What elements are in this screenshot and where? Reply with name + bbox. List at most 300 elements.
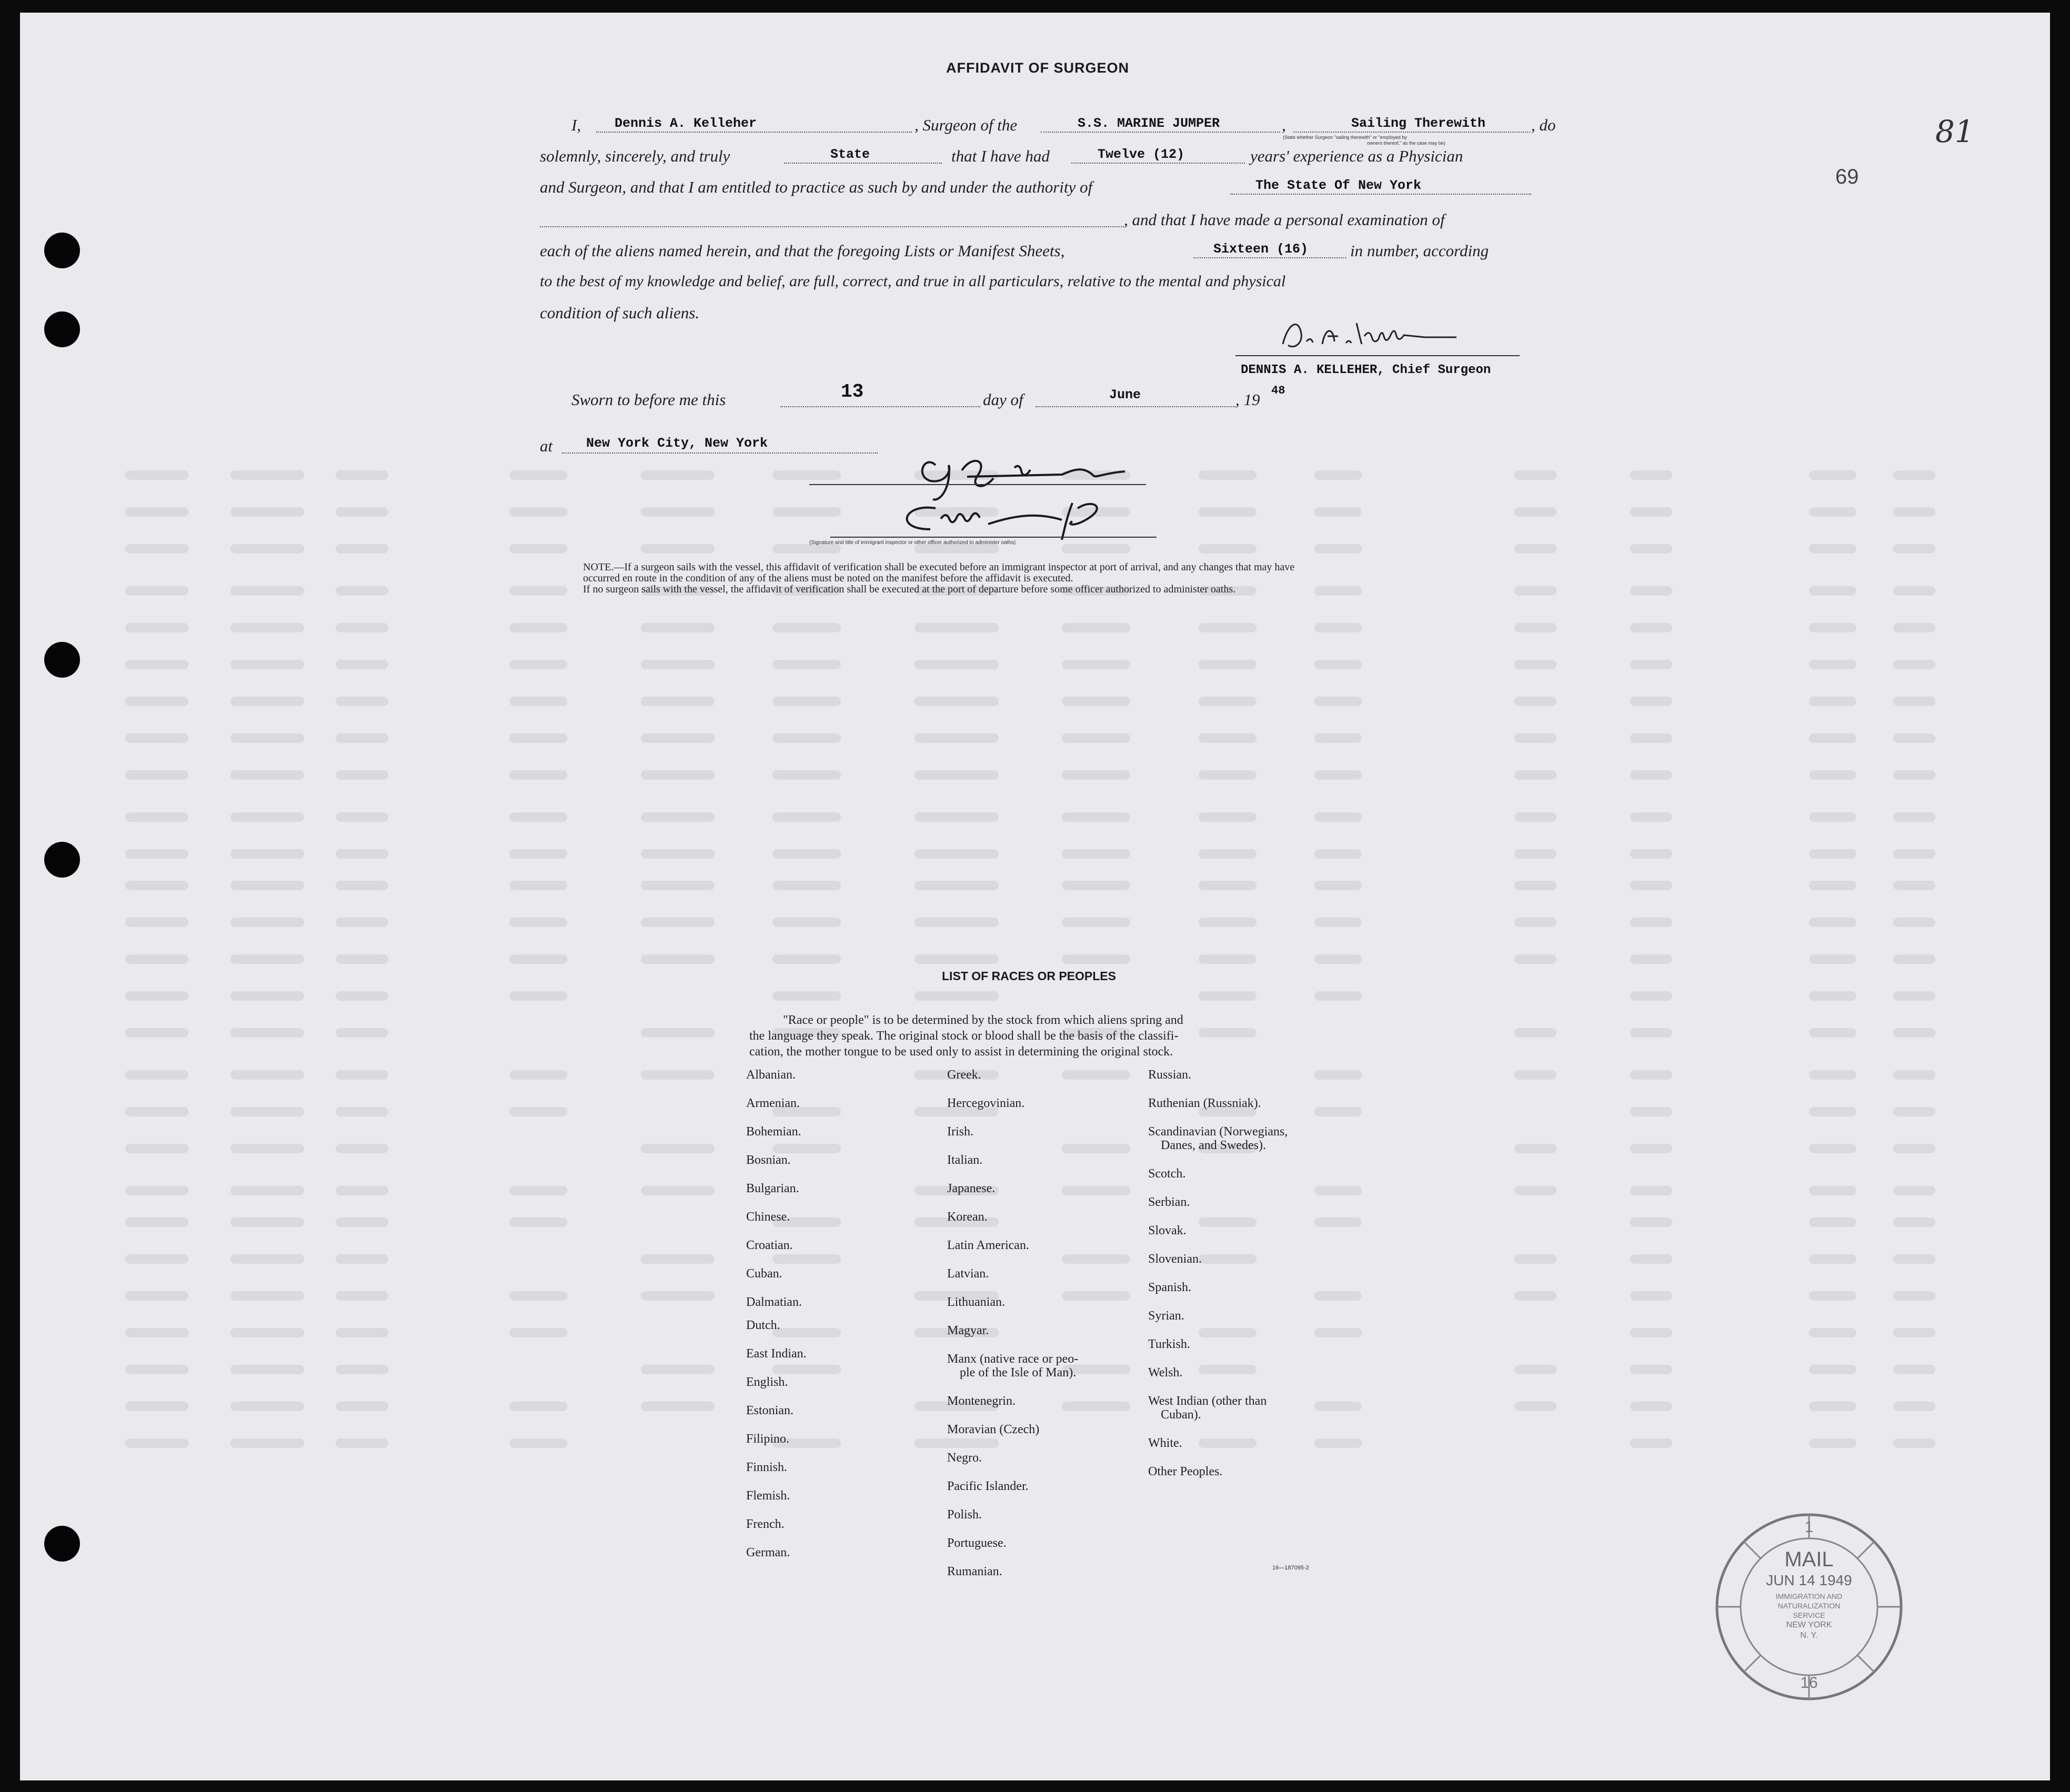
bleed-through-mark (915, 623, 999, 632)
sworn-year: 48 (1271, 384, 1285, 397)
punch-hole (44, 842, 80, 878)
bleed-through-mark (509, 507, 567, 517)
bleed-through-mark (1314, 1186, 1362, 1195)
race-item: Flemish. (746, 1489, 790, 1503)
bleed-through-mark (1514, 470, 1556, 480)
bleed-through-mark (1199, 1328, 1257, 1337)
race-item: Armenian. (746, 1096, 800, 1110)
bleed-through-mark (1809, 1070, 1856, 1080)
race-item: Irish. (947, 1125, 973, 1139)
race-item: East Indian. (746, 1347, 807, 1361)
bleed-through-mark (1893, 812, 1935, 822)
bleed-through-mark (1514, 812, 1556, 822)
bleed-through-mark (509, 623, 567, 632)
bleed-through-mark (1314, 849, 1362, 859)
bleed-through-mark (1630, 1365, 1672, 1374)
race-item: Serbian. (1148, 1195, 1190, 1209)
race-item: Japanese. (947, 1182, 996, 1195)
bleed-through-mark (641, 918, 715, 927)
bleed-through-mark (336, 1402, 388, 1411)
bleed-through-mark (1314, 544, 1362, 553)
bleed-through-mark (230, 507, 304, 517)
affidavit-text: , 19 (1235, 390, 1260, 409)
sheet-number: 81 (1935, 114, 1974, 149)
bleed-through-mark (1630, 1070, 1672, 1080)
affidavit-text: in number, according (1350, 241, 1489, 260)
bleed-through-mark (509, 770, 567, 780)
race-item: White. (1148, 1436, 1182, 1450)
stamp-number: 16 (1800, 1674, 1818, 1692)
bleed-through-mark (1809, 1144, 1856, 1153)
fill-line (1036, 406, 1235, 407)
race-item: ple of the Isle of Man). (960, 1366, 1077, 1380)
form-code: 16—187095-2 (1272, 1565, 1309, 1571)
bleed-through-mark (1514, 1144, 1556, 1153)
bleed-through-mark (336, 770, 388, 780)
race-item: Rumanian. (947, 1565, 1002, 1578)
bleed-through-mark (1809, 586, 1856, 596)
bleed-through-mark (1809, 1365, 1856, 1374)
races-intro: the language they speak. The original stock or blood shall be the basis of the classifi- (749, 1029, 1179, 1043)
bleed-through-mark (1809, 1107, 1856, 1116)
affidavit-text: , do (1531, 116, 1556, 134)
bleed-through-mark (1630, 1107, 1672, 1116)
bleed-through-mark (1893, 1144, 1935, 1153)
bleed-through-mark (1314, 881, 1362, 890)
surgeon-signature (1272, 313, 1483, 360)
bleed-through-mark (1314, 991, 1362, 1001)
bleed-through-mark (1199, 881, 1257, 890)
bleed-through-mark (230, 1438, 304, 1448)
bleed-through-mark (336, 812, 388, 822)
bleed-through-mark (230, 991, 304, 1001)
race-item: Ruthenian (Russniak). (1148, 1096, 1261, 1110)
bleed-through-mark (1893, 881, 1935, 890)
affidavit-text: each of the aliens named herein, and that the foregoing Lists or Manifest Sheets, (540, 241, 1065, 260)
races-intro: cation, the mother tongue to be used only to assist in determining the original stock. (749, 1045, 1173, 1059)
bleed-through-mark (772, 623, 841, 632)
bleed-through-mark (1514, 1254, 1556, 1264)
bleed-through-mark (915, 991, 999, 1001)
bleed-through-mark (509, 849, 567, 859)
bleed-through-mark (1514, 1070, 1556, 1080)
bleed-through-mark (1062, 660, 1130, 669)
bleed-through-mark (336, 1365, 388, 1374)
bleed-through-mark (641, 470, 715, 480)
bleed-through-mark (1893, 733, 1935, 743)
bleed-through-mark (230, 1254, 304, 1264)
bleed-through-mark (1630, 660, 1672, 669)
bleed-through-mark (125, 812, 188, 822)
bleed-through-mark (125, 623, 188, 632)
officer-caption: (Signature and title of immigrant inspector or other officer authorized to administer oaths) (809, 540, 1016, 546)
bleed-through-mark (1199, 1438, 1257, 1448)
bleed-through-mark (1062, 1254, 1130, 1264)
bleed-through-mark (336, 849, 388, 859)
bleed-through-mark (336, 1291, 388, 1301)
bleed-through-mark (772, 1328, 841, 1337)
affidavit-text: day of (983, 390, 1023, 409)
fill-line (1193, 257, 1346, 258)
bleed-through-mark (1062, 1402, 1130, 1411)
bleed-through-mark (125, 770, 188, 780)
bleed-through-mark (1514, 849, 1556, 859)
vessel-name: S.S. MARINE JUMPER (1078, 116, 1220, 131)
races-intro: "Race or people" is to be determined by the stock from which aliens spring and (783, 1013, 1183, 1027)
bleed-through-mark (915, 918, 999, 927)
bleed-through-mark (1893, 507, 1935, 517)
bleed-through-mark (1062, 770, 1130, 780)
race-item: English. (746, 1375, 788, 1389)
bleed-through-mark (641, 812, 715, 822)
bleed-through-mark (1514, 954, 1556, 964)
bleed-through-mark (1893, 954, 1935, 964)
race-item: Hercegovinian. (947, 1096, 1025, 1110)
bleed-through-mark (1630, 1254, 1672, 1264)
bleed-through-mark (1809, 1328, 1856, 1337)
bleed-through-mark (641, 623, 715, 632)
bleed-through-mark (1314, 586, 1362, 596)
bleed-through-mark (1893, 697, 1935, 706)
bleed-through-mark (1062, 697, 1130, 706)
bleed-through-mark (1893, 1254, 1935, 1264)
bleed-through-mark (509, 881, 567, 890)
bleed-through-mark (1514, 1365, 1556, 1374)
race-item: Italian. (947, 1153, 983, 1167)
bleed-through-mark (1809, 733, 1856, 743)
bleed-through-mark (230, 470, 304, 480)
bleed-through-mark (509, 733, 567, 743)
field-hint: owners thereof," as the case may be) (1367, 140, 1445, 146)
bleed-through-mark (125, 1438, 188, 1448)
bleed-through-mark (230, 770, 304, 780)
note-text: NOTE.—If a surgeon sails with the vessel, this affidavit of verification shall be executed before an immigrant inspector at port of arrival, and any changes that may have (583, 561, 1295, 573)
bleed-through-mark (641, 1028, 715, 1038)
bleed-through-mark (336, 733, 388, 743)
bleed-through-mark (230, 660, 304, 669)
race-item: Dutch. (746, 1318, 780, 1332)
bleed-through-mark (1314, 1217, 1362, 1227)
bleed-through-mark (1809, 849, 1856, 859)
bleed-through-mark (1199, 507, 1257, 517)
bleed-through-mark (125, 733, 188, 743)
bleed-through-mark (336, 507, 388, 517)
bleed-through-mark (336, 544, 388, 553)
bleed-through-mark (1514, 733, 1556, 743)
bleed-through-mark (509, 470, 567, 480)
punch-hole (44, 233, 80, 268)
bleed-through-mark (1514, 660, 1556, 669)
race-item: Slovak. (1148, 1224, 1187, 1237)
bleed-through-mark (1199, 1365, 1257, 1374)
authority-type: State (830, 147, 870, 162)
bleed-through-mark (1062, 954, 1130, 964)
bleed-through-mark (772, 770, 841, 780)
stamp-text: MAIL (1784, 1548, 1834, 1571)
bleed-through-mark (1062, 1144, 1130, 1153)
bleed-through-mark (1199, 623, 1257, 632)
bleed-through-mark (1893, 1186, 1935, 1195)
bleed-through-mark (1893, 849, 1935, 859)
race-item: West Indian (other than (1148, 1394, 1267, 1408)
bleed-through-mark (336, 1254, 388, 1264)
stamp-text: NEW YORK (1786, 1620, 1832, 1629)
bleed-through-mark (772, 507, 841, 517)
bleed-through-mark (1893, 991, 1935, 1001)
bleed-through-mark (915, 881, 999, 890)
bleed-through-mark (1199, 1028, 1257, 1038)
fill-line (784, 163, 942, 164)
affidavit-title: AFFIDAVIT OF SURGEON (946, 60, 1129, 76)
bleed-through-mark (1893, 918, 1935, 927)
bleed-through-mark (1809, 918, 1856, 927)
race-item: Lithuanian. (947, 1295, 1005, 1309)
bleed-through-mark (336, 1186, 388, 1195)
bleed-through-mark (125, 507, 188, 517)
race-item: Scotch. (1148, 1167, 1186, 1181)
fill-line (1071, 163, 1245, 164)
bleed-through-mark (336, 470, 388, 480)
bleed-through-mark (1809, 1254, 1856, 1264)
bleed-through-mark (509, 697, 567, 706)
bleed-through-mark (1809, 991, 1856, 1001)
bleed-through-mark (336, 697, 388, 706)
fill-line (1041, 132, 1280, 133)
document-page (20, 13, 2050, 1780)
bleed-through-mark (772, 1144, 841, 1153)
bleed-through-mark (772, 918, 841, 927)
bleed-through-mark (641, 733, 715, 743)
bleed-through-mark (1514, 586, 1556, 596)
bleed-through-mark (125, 1144, 188, 1153)
bleed-through-mark (641, 770, 715, 780)
stamp-text: N. Y. (1800, 1631, 1818, 1640)
bleed-through-mark (1893, 1107, 1935, 1116)
bleed-through-mark (1809, 1217, 1856, 1227)
bleed-through-mark (125, 881, 188, 890)
bleed-through-mark (1314, 770, 1362, 780)
bleed-through-mark (772, 812, 841, 822)
bleed-through-mark (1809, 660, 1856, 669)
bleed-through-mark (230, 849, 304, 859)
bleed-through-mark (1893, 623, 1935, 632)
bleed-through-mark (1630, 1438, 1672, 1448)
field-hint: (State whether Surgeon "sailing therewith" or "employed by (1283, 135, 1407, 140)
bleed-through-mark (125, 1291, 188, 1301)
bleed-through-mark (1314, 954, 1362, 964)
signature-line (830, 537, 1157, 538)
race-item: Manx (native race or peo- (947, 1352, 1079, 1366)
bleed-through-mark (641, 1254, 715, 1264)
years-experience: Twelve (12) (1098, 147, 1185, 162)
bleed-through-mark (772, 470, 841, 480)
surgeon-name: Dennis A. Kelleher (615, 116, 757, 131)
bleed-through-mark (1514, 544, 1556, 553)
affidavit-text: to the best of my knowledge and belief, are full, correct, and true in all particulars, relative to the mental and physical (540, 273, 1286, 290)
bleed-through-mark (1893, 1438, 1935, 1448)
bleed-through-mark (125, 1217, 188, 1227)
bleed-through-mark (1314, 660, 1362, 669)
bleed-through-mark (1630, 697, 1672, 706)
bleed-through-mark (230, 1186, 304, 1195)
bleed-through-mark (1314, 1328, 1362, 1337)
race-item: Pacific Islander. (947, 1479, 1029, 1493)
affidavit-text: at (540, 437, 553, 455)
bleed-through-mark (230, 1070, 304, 1080)
bleed-through-mark (1809, 507, 1856, 517)
bleed-through-mark (1314, 1438, 1362, 1448)
bleed-through-mark (1893, 1028, 1935, 1038)
stamp-text: IMMIGRATION AND (1775, 1592, 1843, 1600)
bleed-through-mark (230, 697, 304, 706)
bleed-through-mark (1630, 1402, 1672, 1411)
bleed-through-mark (230, 733, 304, 743)
race-item: Moravian (Czech) (947, 1423, 1040, 1436)
punch-hole (44, 642, 80, 678)
race-item: Finnish. (746, 1461, 788, 1474)
bleed-through-mark (336, 660, 388, 669)
race-item: Croatian. (746, 1239, 793, 1252)
bleed-through-mark (1314, 623, 1362, 632)
bleed-through-mark (1514, 1402, 1556, 1411)
bleed-through-mark (230, 1402, 304, 1411)
bleed-through-mark (230, 881, 304, 890)
race-item: Cuban). (1161, 1408, 1201, 1422)
race-item: Portuguese. (947, 1536, 1007, 1550)
bleed-through-mark (1630, 1217, 1672, 1227)
bleed-through-mark (1809, 1291, 1856, 1301)
bleed-through-mark (336, 1144, 388, 1153)
bleed-through-mark (772, 881, 841, 890)
bleed-through-mark (336, 586, 388, 596)
bleed-through-mark (641, 954, 715, 964)
race-item: Cuban. (746, 1267, 782, 1281)
bleed-through-mark (509, 1070, 567, 1080)
bleed-through-mark (1630, 1028, 1672, 1038)
bleed-through-mark (509, 1291, 567, 1301)
race-item: Montenegrin. (947, 1394, 1016, 1408)
bleed-through-mark (230, 1144, 304, 1153)
bleed-through-mark (1893, 544, 1935, 553)
race-item: Greek. (947, 1068, 981, 1082)
race-item: Spanish. (1148, 1281, 1192, 1294)
fill-line (1293, 132, 1530, 133)
stamp-text: SERVICE (1793, 1611, 1825, 1619)
bleed-through-mark (1893, 660, 1935, 669)
bleed-through-mark (1630, 544, 1672, 553)
bleed-through-mark (1893, 1328, 1935, 1337)
bleed-through-mark (641, 1291, 715, 1301)
bleed-through-mark (1199, 544, 1257, 553)
bleed-through-mark (336, 1028, 388, 1038)
affidavit-text: I, (571, 116, 581, 134)
bleed-through-mark (915, 812, 999, 822)
bleed-through-mark (230, 1107, 304, 1116)
bleed-through-mark (641, 1144, 715, 1153)
bleed-through-mark (1062, 1070, 1130, 1080)
bleed-through-mark (125, 1107, 188, 1116)
bleed-through-mark (1893, 1402, 1935, 1411)
sworn-month: June (1109, 387, 1141, 402)
bleed-through-mark (1199, 770, 1257, 780)
bleed-through-mark (1314, 1107, 1362, 1116)
bleed-through-mark (1314, 918, 1362, 927)
bleed-through-mark (1514, 770, 1556, 780)
race-item: Welsh. (1148, 1366, 1183, 1380)
race-item: Scandinavian (Norwegians, (1148, 1125, 1288, 1139)
stamp-number: 1 (1804, 1518, 1814, 1536)
bleed-through-mark (509, 1438, 567, 1448)
bleed-through-mark (1893, 1217, 1935, 1227)
bleed-through-mark (509, 1402, 567, 1411)
bleed-through-mark (1809, 881, 1856, 890)
bleed-through-mark (1809, 544, 1856, 553)
bleed-through-mark (1630, 586, 1672, 596)
bleed-through-mark (1893, 1365, 1935, 1374)
bleed-through-mark (230, 918, 304, 927)
bleed-through-mark (641, 507, 715, 517)
race-item: Albanian. (746, 1068, 796, 1082)
bleed-through-mark (125, 954, 188, 964)
race-item: French. (746, 1517, 785, 1531)
bleed-through-mark (1199, 918, 1257, 927)
bleed-through-mark (1630, 1328, 1672, 1337)
bleed-through-mark (772, 954, 841, 964)
bleed-through-mark (1514, 1291, 1556, 1301)
surgeon-status: Sailing Therewith (1351, 116, 1486, 131)
bleed-through-mark (1893, 586, 1935, 596)
bleed-through-mark (1314, 507, 1362, 517)
bleed-through-mark (641, 849, 715, 859)
affidavit-text: , and that I have made a personal examination of (1124, 210, 1445, 229)
bleed-through-mark (772, 1365, 841, 1374)
bleed-through-mark (1630, 991, 1672, 1001)
bleed-through-mark (915, 697, 999, 706)
surgeon-typed-name: DENNIS A. KELLEHER, Chief Surgeon (1241, 363, 1491, 377)
affidavit-text: condition of such aliens. (540, 304, 700, 322)
stamp-date: JUN 14 1949 (1766, 1572, 1852, 1588)
note-text: If no surgeon sails with the vessel, the affidavit of verification shall be executed at the port of departure before some officer authorized to administer oaths. (583, 583, 1236, 595)
bleed-through-mark (1630, 733, 1672, 743)
bleed-through-mark (641, 1402, 715, 1411)
bleed-through-mark (1809, 470, 1856, 480)
bleed-through-mark (1514, 881, 1556, 890)
race-item: Turkish. (1148, 1337, 1190, 1351)
bleed-through-mark (641, 1070, 715, 1080)
bleed-through-mark (1199, 954, 1257, 964)
bleed-through-mark (125, 1028, 188, 1038)
fill-line (540, 226, 1124, 227)
bleed-through-mark (1062, 623, 1130, 632)
bleed-through-mark (1630, 849, 1672, 859)
bleed-through-mark (336, 1070, 388, 1080)
race-item: Russian. (1148, 1068, 1192, 1082)
bleed-through-mark (125, 470, 188, 480)
mail-receipt-stamp (1709, 1507, 1909, 1707)
bleed-through-mark (125, 991, 188, 1001)
fill-line (780, 406, 980, 407)
bleed-through-mark (125, 697, 188, 706)
bleed-through-mark (125, 586, 188, 596)
bleed-through-mark (1514, 623, 1556, 632)
bleed-through-mark (1809, 623, 1856, 632)
bleed-through-mark (1809, 1028, 1856, 1038)
bleed-through-mark (1314, 697, 1362, 706)
race-item: Other Peoples. (1148, 1465, 1223, 1478)
bleed-through-mark (509, 1217, 567, 1227)
bleed-through-mark (230, 544, 304, 553)
bleed-through-mark (1630, 918, 1672, 927)
